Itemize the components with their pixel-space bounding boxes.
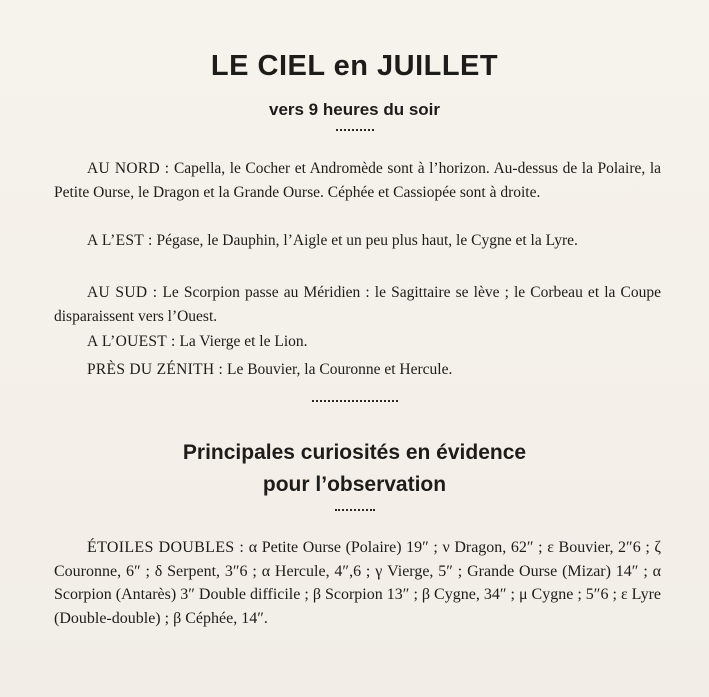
double-stars-label: ÉTOILES DOUBLES : [87,539,245,556]
direction-north [54,157,661,205]
direction-label: AU SUD : [87,284,158,301]
section-divider [312,400,398,402]
direction-label: AU NORD : [87,160,170,177]
dotted-ornament [335,509,375,511]
direction-text: La Vierge et le Lion. [179,333,308,350]
direction-east [54,229,661,253]
page-title: LE CIEL en JUILLET [210,50,499,82]
direction-label: PRÈS DU ZÉNITH : [87,361,224,378]
page-subtitle: vers 9 heures du soir [268,100,441,119]
direction-label: A L’EST : [87,232,153,249]
section-heading-line2: pour l’observation [262,473,447,496]
direction-label: A L’OUEST : [87,333,176,350]
dotted-ornament [336,129,374,131]
direction-text: Le Scorpion passe au Méridien : le Sagittaire se lève ; le Corbeau et la Coupe disparaissent vers l’Ouest. [54,284,662,325]
direction-text: Capella, le Cocher et Andromède sont à l’horizon. Au-dessus de la Polaire, la Petite Ourse, le Dragon et la Grande Ourse. Céphée et Cassiopée sont à droite. [54,160,662,201]
direction-text: Pégase, le Dauphin, l’Aigle et un peu plus haut, le Cygne et la Lyre. [156,232,578,249]
section-heading-line1: Principales curiosités en évidence [182,441,527,464]
double-stars-paragraph [54,536,661,630]
direction-south [54,281,661,329]
direction-text: Le Bouvier, la Couronne et Hercule. [227,361,453,378]
direction-west [54,330,661,354]
double-stars-text: α Petite Ourse (Polaire) 19″ ; ν Dragon, 62″ ; ε Bouvier, 2″6 ; ζ Couronne, 6″ ; δ Serpent, 3″6 ; α Hercule, 4″,6 ; γ Vierge, 5″ ; Grande Ourse (Mizar) 14″ ; α Scorpion (Antarès) 3″ Double difficile ; β Scorpion 13″ ; β Cygne, 34″ ; μ Cygne ; 5″6 ; ε Lyre (Double-double) ; β Céphée, 14″. [54,539,661,627]
direction-zenith [54,358,661,382]
